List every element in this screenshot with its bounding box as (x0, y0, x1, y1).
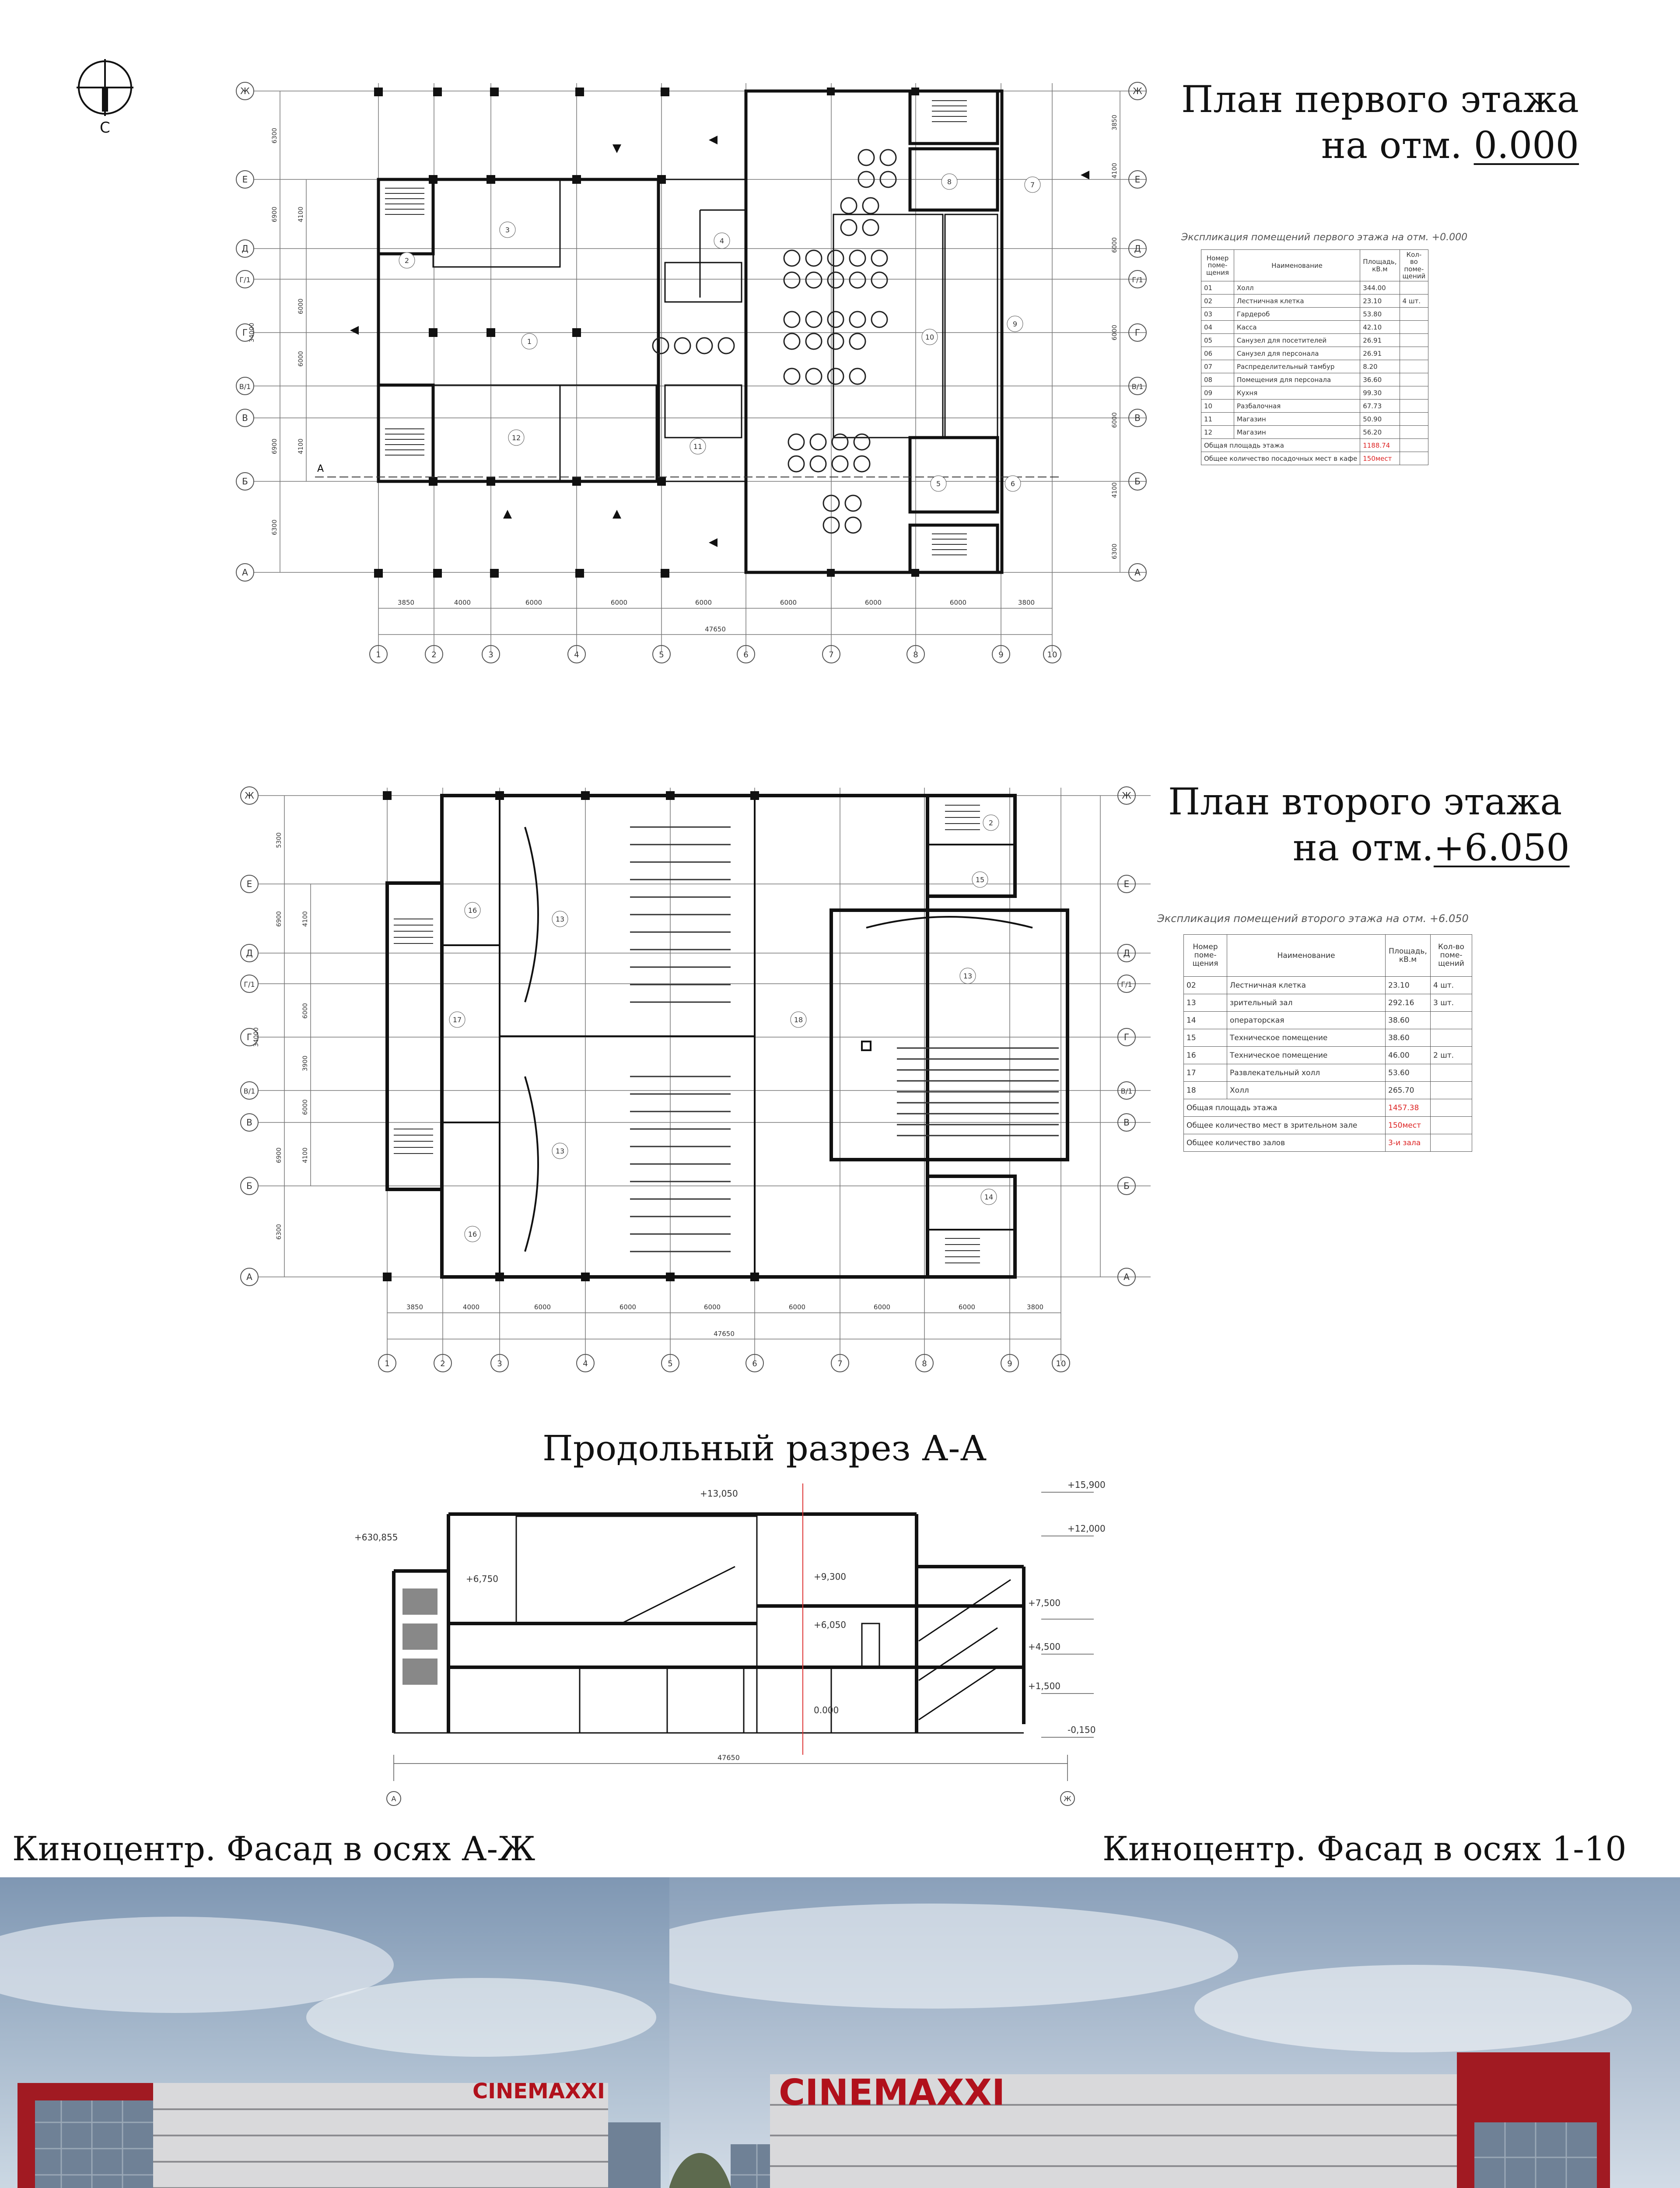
expl2-cell: 265.70 (1386, 1082, 1431, 1099)
expl1-cell: 01 (1201, 281, 1234, 295)
plan1-dim-left: 6900 (271, 438, 278, 454)
plan1-dim-left: 4100 (298, 207, 304, 222)
plan1-row-axis-right: Ж (1133, 86, 1142, 96)
expl2-cell: 2 шт. (1431, 1047, 1472, 1064)
expl2-seats-label: Общее количество мест в зрительном зале (1184, 1117, 1386, 1134)
section-level: +4,500 (1028, 1641, 1061, 1652)
section-axis: А (391, 1795, 396, 1803)
plan1-dim-left: 6000 (298, 351, 304, 367)
plan2-dim-left: 6900 (276, 911, 283, 927)
plan2-room-number: 16 (468, 906, 477, 915)
plan1-row-axis: Б (242, 476, 248, 487)
plan1-row-axis-right: В/1 (1131, 382, 1144, 391)
plan2-row-axis-right: Г/1 (1121, 980, 1132, 989)
expl1-cell: 06 (1201, 347, 1234, 360)
expl1-cell: 42.10 (1360, 321, 1400, 334)
plan2-row-axis-right: Д (1123, 948, 1130, 958)
expl1-seats-label: Общее количество посадочных мест в кафе (1201, 452, 1360, 465)
plan1-room-number: 5 (936, 480, 941, 488)
plan2-dim-left: 6000 (302, 1003, 309, 1019)
plan2-room-number: 2 (988, 819, 994, 827)
plan2-dim-left: 6900 (276, 1147, 283, 1163)
plan2-dim: 6000 (873, 1303, 891, 1311)
expl2-cell: 23.10 (1386, 977, 1431, 994)
facade-right-sign: CINEMAXXI (779, 2072, 1005, 2114)
expl1-cell (1400, 321, 1428, 334)
expl1-header: Площадь, кВ.м (1360, 250, 1400, 281)
expl1-cell: 09 (1201, 386, 1234, 400)
table-row (1184, 994, 1472, 1012)
table-row (1201, 321, 1428, 334)
plan2-col-axis: 6 (752, 1359, 757, 1368)
table-row (1201, 373, 1428, 386)
plan1-room-number: 1 (527, 337, 532, 346)
plan2-row-axis-right: Е (1124, 879, 1130, 889)
expl1-cell: Кухня (1234, 386, 1360, 400)
table-row (1184, 977, 1472, 994)
plan2-dim: 6000 (788, 1303, 806, 1311)
plan1-dim: 6000 (949, 599, 967, 607)
expl1-cell: 04 (1201, 321, 1234, 334)
expl2-header: Номер поме- щения (1184, 935, 1227, 977)
plan2-room-number: 18 (794, 1016, 803, 1024)
expl2-cell: 46.00 (1386, 1047, 1431, 1064)
expl2-cell (1431, 1082, 1472, 1099)
expl1-cell (1400, 308, 1428, 321)
plan1-title-line1: План первого этажа (1181, 78, 1579, 121)
expl1-cell: 07 (1201, 360, 1234, 373)
plan1-explication-title: Экспликация помещений первого этажа на отм. +0.000 (1181, 232, 1468, 243)
plan2-room-number: 13 (963, 972, 973, 980)
expl2-cell: 13 (1184, 994, 1227, 1012)
expl1-total-label: Общая площадь этажа (1201, 439, 1360, 452)
plan1-room-number: 2 (404, 256, 410, 265)
expl1-cell (1400, 373, 1428, 386)
plan1-room-number: 12 (511, 434, 521, 442)
section-dim-total: 47650 (718, 1753, 740, 1762)
facade-render-left (0, 1877, 669, 2188)
plan1-room-number: 7 (1030, 181, 1035, 189)
plan1-dim-left-total: 34000 (248, 323, 256, 343)
expl2-cell: Техническое помещение (1227, 1029, 1386, 1047)
plan2-col-axis: 7 (837, 1359, 843, 1368)
expl1-cell: 03 (1201, 308, 1234, 321)
expl1-cell: 56.20 (1360, 426, 1400, 439)
plan2-explication-table (1183, 934, 1472, 1152)
north-arrow-label: С (100, 119, 110, 137)
expl1-cell: 99.30 (1360, 386, 1400, 400)
section-level: +6,050 (814, 1620, 847, 1630)
plan2-row-axis: Ж (245, 790, 254, 801)
expl1-cell (1400, 281, 1428, 295)
expl2-cell: зрительный зал (1227, 994, 1386, 1012)
plan1-row-axis: Ж (240, 86, 250, 96)
plan2-row-axis: Б (246, 1181, 252, 1191)
facade-left-caption: Киноцентр. Фасад в осях А-Ж (12, 1829, 536, 1868)
expl2-seats-value: 150мест (1386, 1117, 1431, 1134)
plan2-dim: 3850 (406, 1303, 424, 1311)
plan2-room-number: 13 (555, 1147, 565, 1155)
expl2-cell: 3 шт. (1431, 994, 1472, 1012)
expl2-cell (1431, 1029, 1472, 1047)
expl1-header: Номер поме- щения (1201, 250, 1234, 281)
plan1-row-axis: Г (242, 327, 248, 338)
expl2-cell (1431, 1012, 1472, 1029)
plan1-explication-table (1201, 249, 1428, 465)
plan1-dim-left: 6000 (298, 298, 304, 314)
plan1-dim: 4000 (454, 599, 471, 607)
plan2-dim: 4000 (462, 1303, 480, 1311)
plan2-title-line1: План второго этажа (1168, 780, 1562, 823)
expl1-cell: Помещения для персонала (1234, 373, 1360, 386)
expl1-cell: 26.91 (1360, 347, 1400, 360)
plan2-dim-left: 4100 (302, 1147, 309, 1163)
plan1-dim-right: 3850 (1111, 115, 1118, 130)
expl1-cell (1400, 360, 1428, 373)
table-row (1201, 386, 1428, 400)
plan2-row-axis: В/1 (243, 1087, 256, 1095)
plan1-row-axis: В/1 (239, 382, 251, 391)
plan2-title-elevation: +6.050 (1433, 826, 1570, 869)
plan2-row-axis-right: А (1124, 1272, 1130, 1282)
table-row (1201, 334, 1428, 347)
plan1-title-prefix: на отм. (1321, 124, 1474, 167)
plan2-row-axis: Г/1 (244, 980, 255, 989)
plan2-row-axis: В (246, 1117, 252, 1128)
plan1-row-axis: Е (242, 174, 248, 185)
plan1-row-axis-right: Г/1 (1132, 276, 1143, 284)
expl1-cell: Санузел для персонала (1234, 347, 1360, 360)
expl1-cell: 50.90 (1360, 413, 1400, 426)
plan2-dim-left: 3900 (302, 1055, 309, 1071)
plan1-dim-right: 6300 (1111, 543, 1118, 559)
table-row (1184, 1082, 1472, 1099)
plan1-room-number: 4 (719, 237, 724, 245)
expl1-cell: 26.91 (1360, 334, 1400, 347)
plan2-row-axis: А (246, 1272, 252, 1282)
expl1-cell: Лестничная клетка (1234, 295, 1360, 308)
plan1-col-axis: 5 (659, 650, 664, 659)
floor-plan-1 (228, 70, 1199, 674)
plan1-col-axis: 8 (913, 650, 918, 659)
plan1-title-elevation: 0.000 (1474, 124, 1579, 167)
expl2-cell: 18 (1184, 1082, 1227, 1099)
expl1-cell: 8.20 (1360, 360, 1400, 373)
plan1-dim-left: 6300 (271, 128, 278, 144)
section-level: 0.000 (814, 1705, 839, 1715)
table-row (1184, 1047, 1472, 1064)
table-row (1201, 347, 1428, 360)
plan1-room-number: 3 (505, 226, 510, 234)
plan1-dim-total: 47650 (705, 625, 726, 633)
plan2-dim: 6000 (958, 1303, 976, 1311)
plan1-room-number: 9 (1012, 320, 1018, 328)
plan2-col-axis: 4 (583, 1359, 588, 1368)
plan1-col-axis: 7 (829, 650, 834, 659)
plan1-room-number: 8 (947, 178, 952, 186)
plan1-dim-left: 4100 (298, 438, 304, 454)
plan2-title-prefix: на отм. (1293, 826, 1434, 869)
plan2-room-number: 14 (984, 1193, 994, 1201)
expl1-cell: 4 шт. (1400, 295, 1428, 308)
plan2-col-axis: 9 (1007, 1359, 1012, 1368)
expl1-cell: 05 (1201, 334, 1234, 347)
plan1-row-axis-right: В (1134, 413, 1141, 423)
expl2-cell: Техническое помещение (1227, 1047, 1386, 1064)
section-level: +15,900 (1068, 1480, 1106, 1490)
plan2-room-number: 13 (555, 915, 565, 923)
plan2-row-axis-right: В/1 (1120, 1087, 1133, 1095)
table-row (1184, 1029, 1472, 1047)
plan2-col-axis: 10 (1056, 1359, 1066, 1368)
plan1-dim-right: 4100 (1111, 482, 1118, 498)
plan2-dim-left: 5300 (276, 832, 283, 848)
plan1-row-axis-right: Б (1134, 476, 1141, 487)
plan1-row-axis-right: Г (1134, 327, 1141, 338)
section-level: -0,150 (1068, 1725, 1096, 1735)
expl2-cell: 292.16 (1386, 994, 1431, 1012)
expl1-header: Кол-во поме- щений (1400, 250, 1428, 281)
plan2-dim: 6000 (704, 1303, 721, 1311)
facade-render-right (669, 1877, 1680, 2188)
plan1-col-axis: 9 (998, 650, 1004, 659)
plan2-col-axis: 8 (922, 1359, 927, 1368)
plan1-row-axis: В (242, 413, 248, 423)
expl2-cell: 17 (1184, 1064, 1227, 1082)
expl1-cell: 10 (1201, 400, 1234, 413)
plan2-row-axis: Д (246, 948, 253, 958)
plan1-dim: 6000 (864, 599, 882, 607)
plan2-explication-title: Экспликация помещений второго этажа на отм. +6.050 (1157, 912, 1469, 925)
section-axis: Ж (1064, 1795, 1071, 1803)
plan2-dim-total: 47650 (714, 1330, 735, 1338)
section-level: +12,000 (1068, 1523, 1106, 1534)
plan2-room-number: 15 (975, 876, 985, 884)
plan1-room-number: 6 (1010, 480, 1015, 488)
expl2-halls-value: 3-и зала (1386, 1134, 1431, 1152)
plan1-row-axis-right: А (1134, 567, 1141, 578)
plan1-col-axis: 6 (743, 650, 749, 659)
plan2-dim: 6000 (534, 1303, 551, 1311)
plan1-row-axis: Г/1 (239, 276, 251, 284)
plan1-dim: 6000 (780, 599, 797, 607)
expl2-cell: 14 (1184, 1012, 1227, 1029)
section-level: +7,500 (1028, 1598, 1061, 1608)
plan2-col-axis: 3 (497, 1359, 502, 1368)
section-drawing (350, 1475, 1208, 1825)
table-row (1184, 1012, 1472, 1029)
plan2-row-axis: Г (246, 1032, 252, 1042)
expl2-total-label: Общая площадь этажа (1184, 1099, 1386, 1117)
expl2-cell: Лестничная клетка (1227, 977, 1386, 994)
plan1-dim: 6000 (525, 599, 542, 607)
expl2-cell: 16 (1184, 1047, 1227, 1064)
floor-plan-2 (236, 779, 1181, 1383)
expl1-cell (1400, 386, 1428, 400)
facade-right-caption: Киноцентр. Фасад в осях 1-10 (1102, 1829, 1627, 1868)
plan1-col-axis: 2 (431, 650, 437, 659)
expl1-cell: Магазин (1234, 426, 1360, 439)
section-level: +9,300 (814, 1571, 847, 1582)
expl1-header: Наименование (1234, 250, 1360, 281)
section-level: +630,855 (354, 1532, 398, 1543)
plan1-dim-left: 6900 (271, 207, 278, 222)
plan2-row-axis-right: Б (1124, 1181, 1130, 1191)
expl2-cell: 15 (1184, 1029, 1227, 1047)
expl2-halls-label: Общее количество залов (1184, 1134, 1386, 1152)
expl1-cell (1400, 334, 1428, 347)
expl1-cell: 02 (1201, 295, 1234, 308)
expl1-cell (1400, 426, 1428, 439)
section-level: +6,750 (466, 1574, 499, 1584)
expl2-cell: 02 (1184, 977, 1227, 994)
expl2-cell: 53.60 (1386, 1064, 1431, 1082)
plan2-room-number: 17 (452, 1016, 462, 1024)
table-row (1201, 400, 1428, 413)
table-row (1201, 413, 1428, 426)
expl1-cell (1400, 400, 1428, 413)
plan1-col-axis: 3 (488, 650, 494, 659)
expl1-cell: 53.80 (1360, 308, 1400, 321)
plan1-row-axis-right: Д (1134, 243, 1141, 254)
expl2-cell: Развлекательный холл (1227, 1064, 1386, 1082)
plan2-row-axis: Е (246, 879, 252, 889)
expl1-cell (1400, 347, 1428, 360)
plan1-dim-left: 6300 (271, 519, 278, 535)
expl1-seats-value: 150мест (1360, 452, 1400, 465)
plan2-dim-left: 6300 (276, 1224, 283, 1240)
expl2-total-value: 1457.38 (1386, 1099, 1431, 1117)
expl1-cell: Касса (1234, 321, 1360, 334)
plan2-dim-left-total: 34000 (253, 1027, 260, 1047)
expl2-header: Наименование (1227, 935, 1386, 977)
plan1-dim: 6000 (695, 599, 712, 607)
expl2-header: Кол-во поме- щений (1431, 935, 1472, 977)
table-row (1201, 426, 1428, 439)
plan1-row-axis: Д (242, 243, 248, 254)
plan1-room-number: 11 (693, 442, 703, 451)
plan2-title-line2 (1293, 826, 1570, 869)
plan1-dim-right: 6000 (1111, 325, 1118, 340)
plan1-dim-right: 6000 (1111, 237, 1118, 253)
plan1-row-axis-right: Е (1134, 174, 1141, 185)
section-level: +1,500 (1028, 1681, 1061, 1691)
expl1-cell (1400, 413, 1428, 426)
plan2-col-axis: 2 (440, 1359, 445, 1368)
expl2-cell: 38.60 (1386, 1012, 1431, 1029)
table-row (1201, 308, 1428, 321)
expl1-cell: 67.73 (1360, 400, 1400, 413)
plan1-dim: 3850 (397, 599, 415, 607)
table-row (1201, 281, 1428, 295)
plan1-col-axis: 10 (1047, 650, 1057, 659)
expl1-cell: 08 (1201, 373, 1234, 386)
plan2-col-axis: 1 (385, 1359, 390, 1368)
plan2-row-axis-right: Г (1124, 1032, 1130, 1042)
expl2-cell: Холл (1227, 1082, 1386, 1099)
facade-left-sign: CINEMAXXI (472, 2079, 605, 2104)
expl2-cell: операторская (1227, 1012, 1386, 1029)
table-row (1201, 360, 1428, 373)
plan1-dim: 3800 (1018, 599, 1035, 607)
section-level: +13,050 (700, 1488, 738, 1499)
expl1-cell: Гардероб (1234, 308, 1360, 321)
expl1-cell: 344.00 (1360, 281, 1400, 295)
plan2-col-axis: 5 (668, 1359, 673, 1368)
expl1-cell: Магазин (1234, 413, 1360, 426)
plan1-dim: 6000 (610, 599, 628, 607)
plan2-dim-left: 4100 (302, 911, 309, 927)
expl1-cell: Холл (1234, 281, 1360, 295)
table-row (1201, 295, 1428, 308)
expl2-header: Площадь, кВ.м (1386, 935, 1431, 977)
plan1-title-line2 (1321, 124, 1579, 167)
plan1-col-axis: 4 (574, 650, 579, 659)
table-row (1184, 1064, 1472, 1082)
expl1-cell: 36.60 (1360, 373, 1400, 386)
plan1-room-number: 10 (925, 333, 934, 341)
expl2-cell (1431, 1064, 1472, 1082)
expl1-cell: Разбалочная (1234, 400, 1360, 413)
plan1-dim-right: 6000 (1111, 412, 1118, 428)
expl1-cell: 11 (1201, 413, 1234, 426)
plan1-section-mark: А (317, 463, 324, 474)
section-title: Продольный разрез А-А (542, 1428, 987, 1469)
plan2-row-axis-right: Ж (1122, 790, 1131, 801)
plan2-room-number: 16 (468, 1230, 477, 1238)
plan2-dim: 3800 (1026, 1303, 1044, 1311)
expl1-cell: 12 (1201, 426, 1234, 439)
plan1-col-axis: 1 (376, 650, 381, 659)
expl1-cell: Распределительный тамбур (1234, 360, 1360, 373)
expl2-cell: 4 шт. (1431, 977, 1472, 994)
expl1-total-value: 1188.74 (1360, 439, 1400, 452)
plan1-row-axis: А (242, 567, 248, 578)
plan2-row-axis-right: В (1124, 1117, 1130, 1128)
plan2-dim-left: 6000 (302, 1099, 309, 1115)
expl1-cell: Санузел для посетителей (1234, 334, 1360, 347)
expl1-cell: 23.10 (1360, 295, 1400, 308)
expl2-cell: 38.60 (1386, 1029, 1431, 1047)
plan1-dim-right: 4100 (1111, 163, 1118, 179)
plan2-dim: 6000 (619, 1303, 637, 1311)
